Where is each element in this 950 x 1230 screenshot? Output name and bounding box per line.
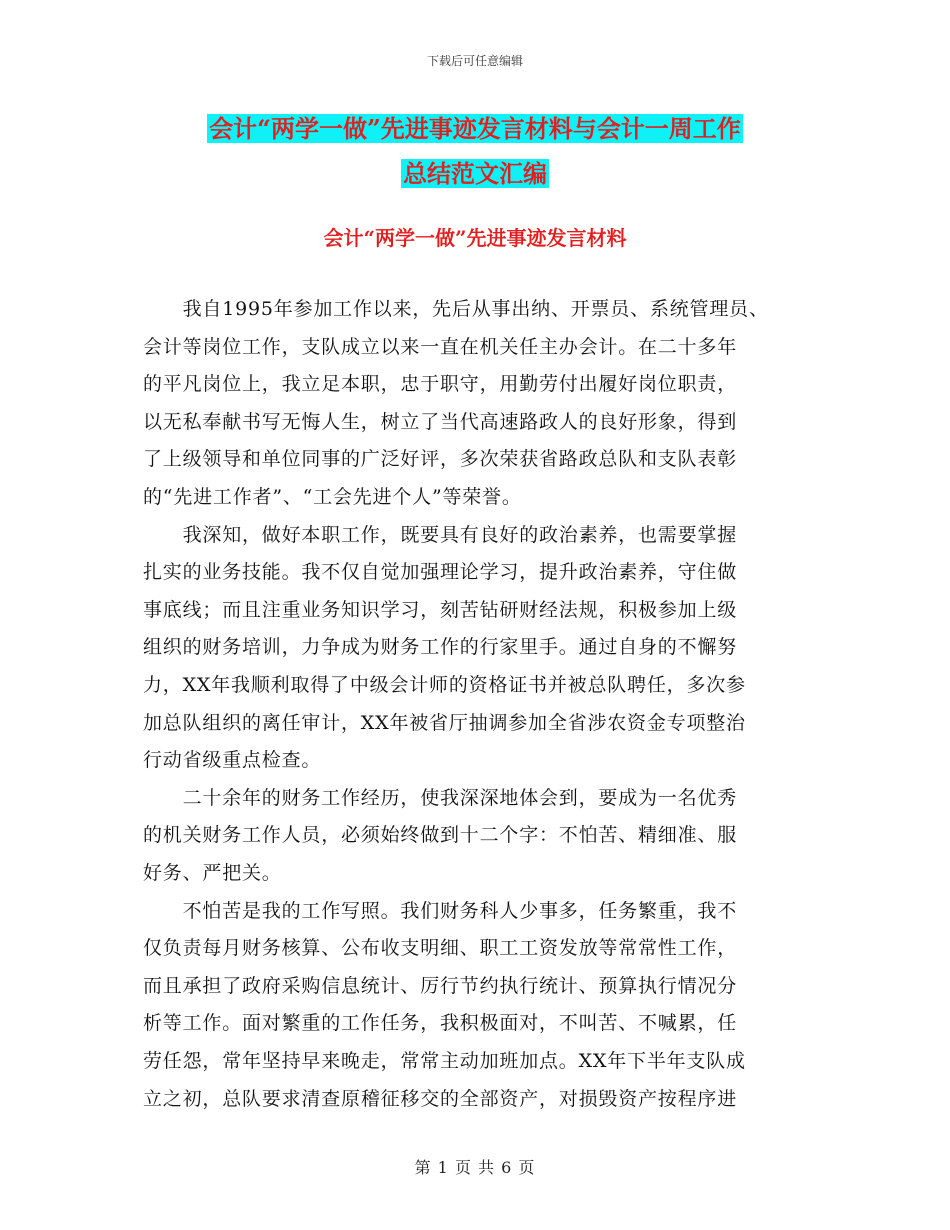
body-line: 行动省级重点检查。 [143, 749, 322, 772]
body-line: 劳任怨，常年坚持早来晚走，常常主动加班加点。XX年下半年支队成 [143, 1050, 746, 1072]
body-line: 仅负责每月财务核算、公布收支明细、职工工资发放等常常性工作， [143, 937, 738, 960]
body-line: 不怕苦是我的工作写照。我们财务科人少事多，任务繁重，我不 [143, 899, 738, 922]
header-note: 下载后可任意编辑 [426, 54, 523, 68]
body-line: 力，XX年我顺利取得了中级会计师的资格证书并被总队聘任，多次参 [143, 674, 746, 696]
body-line: 立之初，总队要求清查原稽征移交的全部资产，对损毁资产按程序进 [143, 1087, 738, 1110]
body-line: 事底线；而且注重业务知识学习，刻苦钻研财经法规，积极参加上级 [143, 598, 738, 621]
body-line: 好务、严把关。 [143, 862, 282, 884]
body-line: 的平凡岗位上，我立足本职，忠于职守，用勤劳付出履好岗位职责， [143, 373, 738, 396]
body-line: 而且承担了政府采购信息统计、厉行节约执行统计、预算执行情况分 [143, 974, 738, 997]
title-highlight-2: 总结范文汇编 [403, 159, 547, 188]
body-line: 了上级领导和单位同事的广泛好评，多次荣获省路政总队和支队表彰 [143, 448, 738, 471]
section-title: 会计“两学一做”先进事迹发言材料 [323, 226, 627, 250]
page-footer: 第 1 页 共 6 页 [414, 1158, 536, 1177]
body-line: 析等工作。面对繁重的工作任务，我积极面对，不叫苦、不喊累，任 [143, 1012, 738, 1035]
body-line: 会计等岗位工作，支队成立以来一直在机关任主办会计。在二十多年 [143, 335, 738, 358]
body-line: 我深知，做好本职工作，既要具有良好的政治素养，也需要掌握 [143, 523, 738, 546]
body-line: 我自1995年参加工作以来，先后从事出纳、开票员、系统管理员、 [143, 298, 769, 320]
title-highlight-1: 会计“两学一做”先进事迹发言材料与会计一周工作 [209, 114, 741, 143]
body-line: 扎实的业务技能。我不仅自觉加强理论学习，提升政治素养，守住做 [143, 561, 738, 584]
body-line: 以无私奉献书写无悔人生，树立了当代高速路政人的良好形象，得到 [143, 410, 738, 433]
body-line: 加总队组织的离任审计，XX年被省厅抽调参加全省涉农资金专项整治 [143, 711, 746, 734]
body-line: 组织的财务培训，力争成为财务工作的行家里手。通过自身的不懈努 [143, 636, 738, 659]
body-line: 的“先进工作者”、“工会先进个人”等荣誉。 [143, 486, 522, 508]
body-line: 的机关财务工作人员，必须始终做到十二个字：不怕苦、精细准、服 [143, 824, 738, 847]
body-line: 二十余年的财务工作经历，使我深深地体会到，要成为一名优秀 [143, 786, 738, 809]
document-title-line-2 [0, 157, 950, 191]
document-title-line-1 [0, 112, 950, 146]
